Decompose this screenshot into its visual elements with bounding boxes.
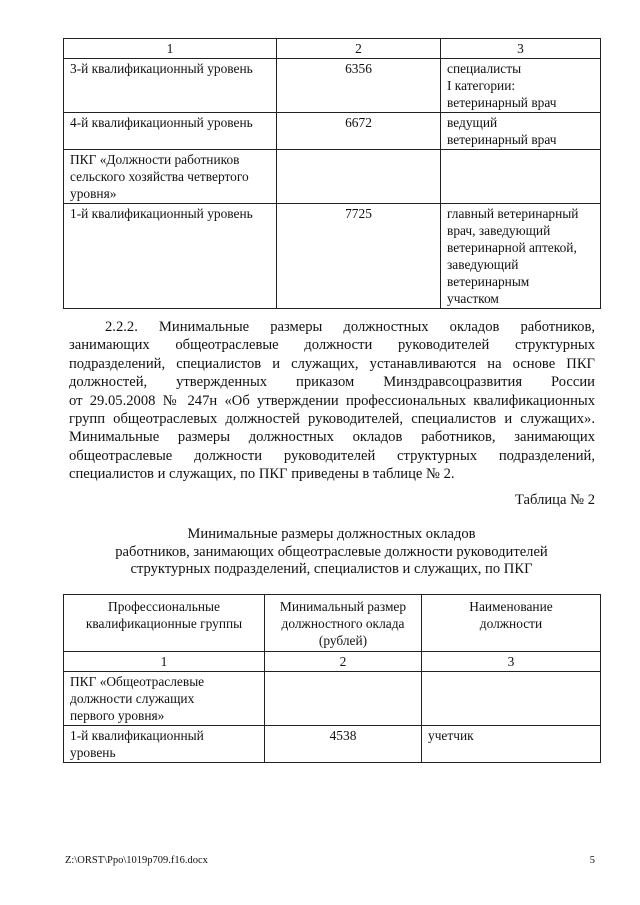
qualification-group-cell: 1-й квалификационный уровень bbox=[64, 204, 277, 309]
paragraph-line: Минимальные размеры должностных окладов работников, занимающих bbox=[69, 429, 595, 446]
paragraph-line: занимающих общеотраслевые должности руководителей структурных bbox=[69, 337, 595, 354]
column-number: 1 bbox=[64, 652, 265, 672]
salary-cell: 4538 bbox=[265, 726, 422, 763]
page-number: 5 bbox=[589, 855, 595, 866]
position-cell: главный ветеринарный врач, заведующий ветеринарной аптекой, заведующий ветеринарным участком bbox=[441, 204, 601, 309]
section-paragraph-2-2-2 bbox=[69, 318, 595, 484]
column-header: Наименование должности bbox=[422, 595, 601, 652]
table-number-row bbox=[64, 39, 601, 59]
caption-line: структурных подразделений, специалистов и служащих, по ПКГ bbox=[130, 561, 533, 577]
column-header: Профессиональные квалификационные группы bbox=[64, 595, 265, 652]
position-cell: специалисты I категории: ветеринарный врач bbox=[441, 59, 601, 113]
column-number: 2 bbox=[265, 652, 422, 672]
column-number: 3 bbox=[441, 39, 601, 59]
table-label: Таблица № 2 bbox=[515, 492, 595, 508]
position-cell bbox=[422, 672, 601, 726]
qualification-group-cell: 1-й квалификационный уровень bbox=[64, 726, 265, 763]
caption-line: Минимальные размеры должностных окладов bbox=[187, 526, 476, 542]
paragraph-line: подразделений, специалистов и служащих, устанавливаются на основе ПКГ bbox=[69, 355, 595, 372]
position-cell: учетчик bbox=[422, 726, 601, 763]
column-number: 1 bbox=[64, 39, 277, 59]
qualification-group-cell: 4-й квалификационный уровень bbox=[64, 113, 277, 150]
table-number-row bbox=[64, 652, 601, 672]
position-cell bbox=[441, 150, 601, 204]
table-row bbox=[64, 672, 601, 726]
paragraph-line: от 29.05.2008 № 247н «Об утверждении профессиональных квалификационных bbox=[69, 392, 595, 409]
qualification-group-cell: 3-й квалификационный уровень bbox=[64, 59, 277, 113]
caption-line: работников, занимающих общеотраслевые должности руководителей bbox=[115, 543, 548, 560]
table-row bbox=[64, 726, 601, 763]
salary-table-2 bbox=[63, 594, 601, 763]
salary-cell: 6356 bbox=[277, 59, 441, 113]
table-header-row bbox=[64, 595, 601, 652]
qualification-group-cell: ПКГ «Общеотраслевые должности служащих первого уровня» bbox=[64, 672, 265, 726]
paragraph-line: должностей, утвержденных приказом Минздравсоцразвития России bbox=[69, 374, 595, 391]
table-row bbox=[64, 59, 601, 113]
column-number: 3 bbox=[422, 652, 601, 672]
position-cell: ведущий ветеринарный врач bbox=[441, 113, 601, 150]
salary-cell bbox=[277, 150, 441, 204]
salary-table-continued bbox=[63, 38, 601, 309]
salary-cell: 7725 bbox=[277, 204, 441, 309]
qualification-group-cell: ПКГ «Должности работников сельского хозяйства четвертого уровня» bbox=[64, 150, 277, 204]
column-number: 2 bbox=[277, 39, 441, 59]
footer-file-path: Z:\ORST\Ppo\1019p709.f16.docx bbox=[65, 855, 208, 866]
salary-cell: 6672 bbox=[277, 113, 441, 150]
paragraph-line: групп общеотраслевых должностей руководителей, специалистов и служащих». bbox=[69, 411, 595, 428]
paragraph-line: специалистов и служащих, по ПКГ приведены в таблице № 2. bbox=[69, 466, 455, 483]
salary-cell bbox=[265, 672, 422, 726]
paragraph-line: 2.2.2. Минимальные размеры должностных окладов работников, bbox=[105, 319, 595, 335]
paragraph-line: общеотраслевые должности руководителей структурных подразделений, bbox=[69, 447, 595, 464]
table-row bbox=[64, 204, 601, 309]
column-header: Минимальный размер должностного оклада (рублей) bbox=[265, 595, 422, 652]
table-caption bbox=[63, 526, 600, 579]
table-row bbox=[64, 113, 601, 150]
table-row bbox=[64, 150, 601, 204]
